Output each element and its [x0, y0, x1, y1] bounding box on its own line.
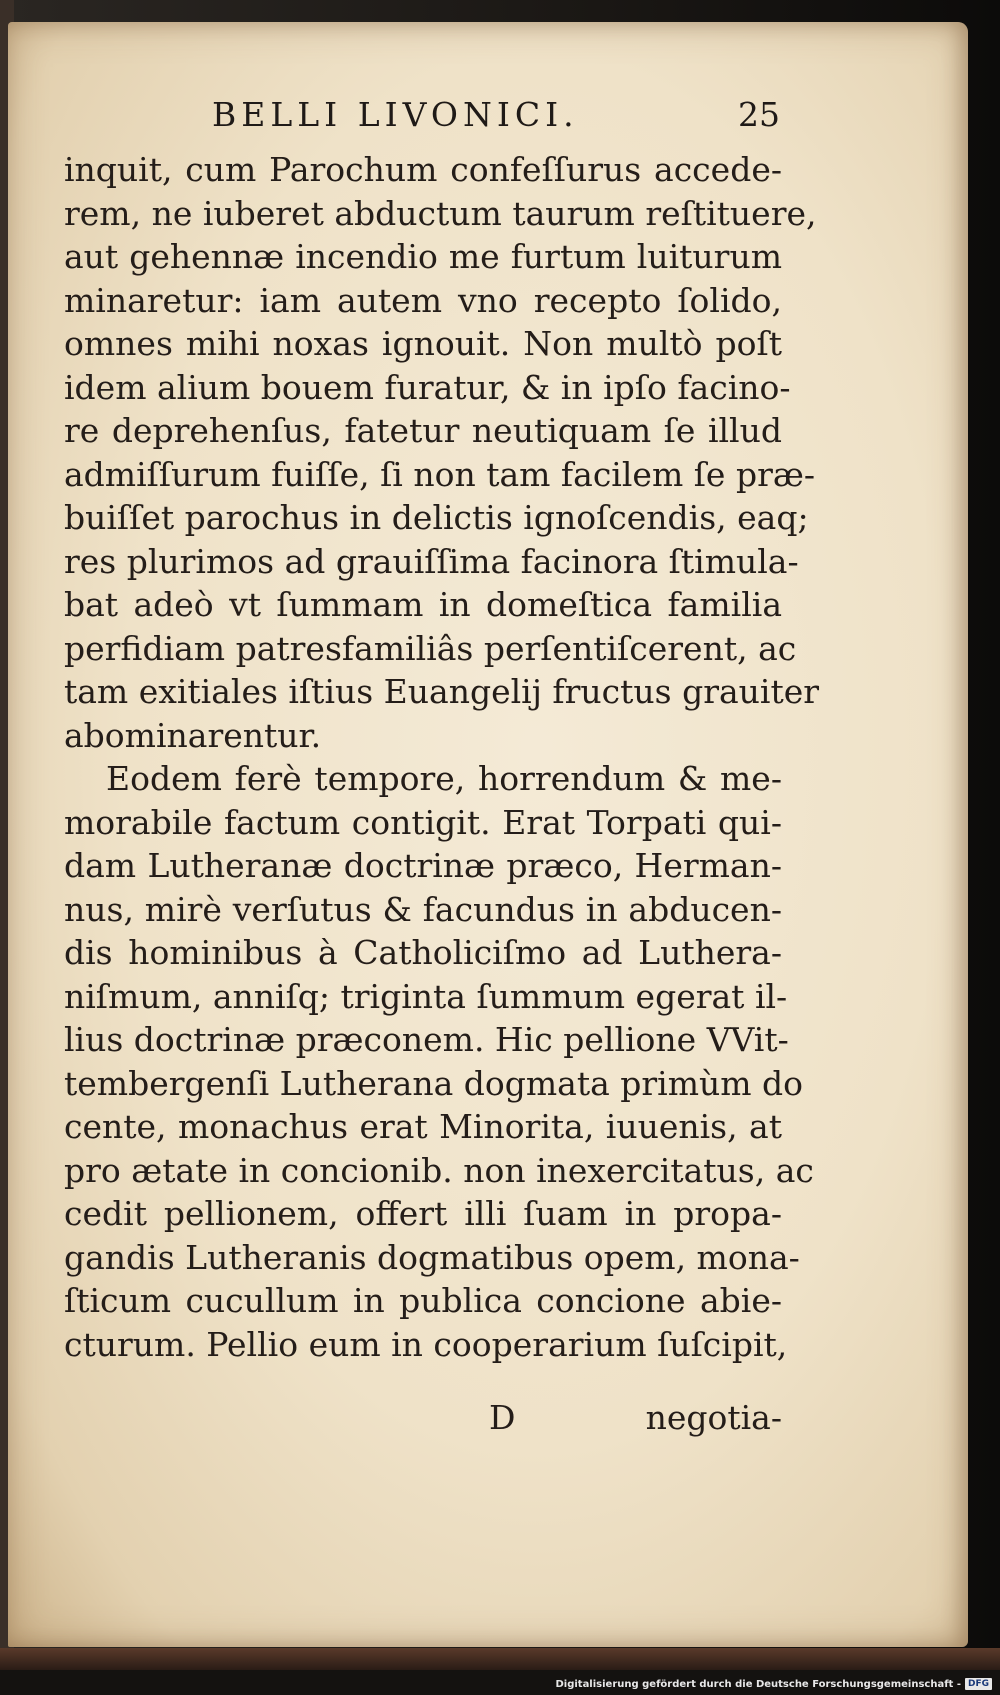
text-line: admiſſurum fuiſſe, ſi non tam facilem ſe præ- — [64, 454, 816, 494]
text-line: lius doctrinæ præconem. Hic pellione VVit- — [64, 1020, 789, 1059]
text-line: perfidiam patresfamiliâs perſentiſcerent, ac — [64, 628, 797, 668]
text-line: cedit pellionem, offert illi ſuam in propa- — [64, 1194, 782, 1233]
text-line: abominarentur. — [64, 715, 322, 755]
text-line: dam Lutheranæ doctrinæ præco, Herman- — [64, 846, 782, 885]
text-line: omnes mihi noxas ignouit. Non multò poſt — [64, 324, 782, 363]
dfg-logo-icon: DFG — [965, 1678, 992, 1690]
text-line: res plurimos ad grauiſſima facinora ſtimula- — [64, 541, 799, 581]
text-line: bat adeò vt ſummam in domeſtica familia — [64, 585, 782, 624]
text-line: tam exitiales iſtius Euangelij fructus grauiter — [64, 672, 820, 711]
text-line: rem, ne iuberet abductum taurum reſtituere, — [64, 193, 817, 233]
text-line: pro ætate in concionib. non inexercitatus, ac — [64, 1150, 814, 1190]
digitization-credit — [555, 1675, 992, 1693]
text-line: ſticum cucullum in publica concione abie- — [64, 1281, 782, 1320]
text-line: re deprehenſus, fatetur neutiquam ſe illud — [64, 411, 782, 450]
text-line: tembergenſi Lutherana dogmata primùm do — [64, 1063, 804, 1103]
text-line: buiſſet parochus in delictis ignoſcendis, eaq; — [64, 498, 809, 537]
catchword: negotia- — [645, 1398, 782, 1437]
page-header — [60, 95, 780, 145]
text-line: morabile factum contigit. Erat Torpati qui- — [64, 802, 782, 842]
text-line: gandis Lutheranis dogmatibus opem, mona- — [64, 1237, 800, 1277]
page-number: 25 — [738, 95, 780, 134]
text-line: nus, mirè verſutus & facundus in abducen- — [64, 889, 782, 929]
text-line: cturum. Pellio eum in cooperarium ſuſcipit, — [64, 1324, 788, 1364]
text-line: aut gehennæ incendio me furtum luiturum — [64, 237, 782, 276]
running-title: BELLI LIVONICI. — [212, 95, 579, 134]
text-line: minaretur: iam autem vno recepto ſolido, — [64, 280, 782, 320]
text-line: cente, monachus erat Minorita, iuuenis, at — [64, 1107, 782, 1146]
page-bottom-edge — [0, 1648, 1000, 1670]
text-line: dis hominibus à Catholiciſmo ad Luthera- — [64, 933, 782, 972]
credit-text: Digitalisierung gefördert durch die Deutsche Forschungsgemeinschaft - — [555, 1678, 961, 1690]
body-text — [64, 148, 820, 1366]
page-footer — [64, 1396, 782, 1440]
signature-mark: D — [489, 1398, 516, 1437]
text-line: niſmum, anniſq; triginta ſummum egerat il- — [64, 976, 788, 1016]
paragraph-start-line: Eodem ferè tempore, horrendum & me- — [106, 759, 782, 798]
text-line: inquit, cum Parochum confeſſurus accede- — [64, 150, 782, 189]
text-line: idem alium bouem furatur, & in ipſo facino- — [64, 367, 791, 407]
